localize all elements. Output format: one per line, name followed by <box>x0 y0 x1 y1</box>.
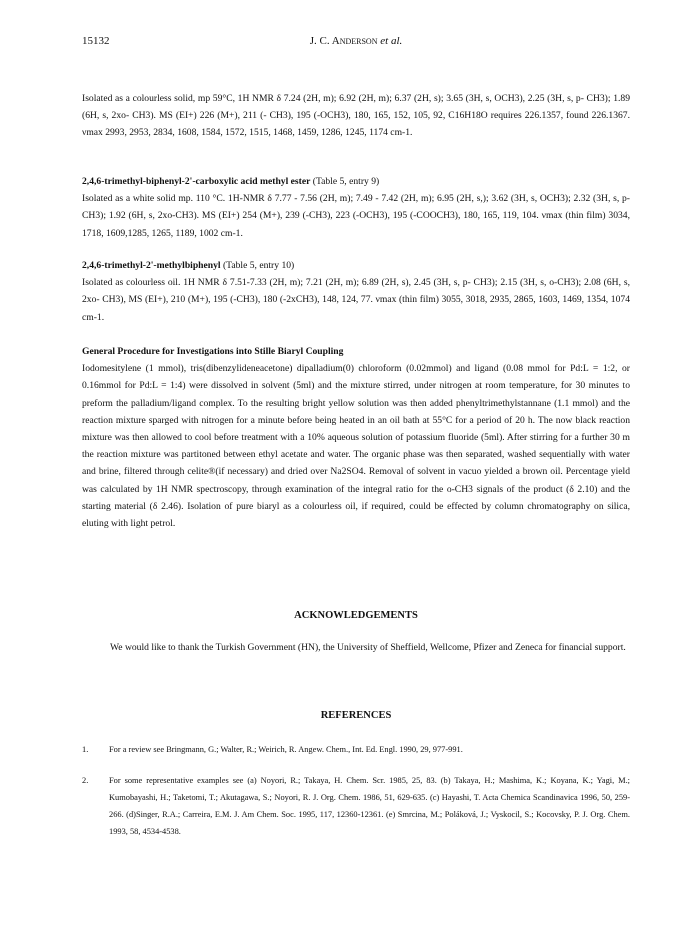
general-procedure-block <box>82 343 630 532</box>
compound-2-title: 2,4,6-trimethyl-biphenyl-2'-carboxylic acid methyl ester <box>82 176 311 187</box>
references-heading: REFERENCES <box>320 710 392 721</box>
compound-3-data: Isolated as colourless oil. 1H NMR δ 7.51-7.33 (2H, m); 7.21 (2H, m); 6.89 (2H, s), 2.45 (3H, s, p- CH3); 2.15 (3H, s, o-CH3); 2.08 (6H, s, 2xo- CH3), MS (EI+), 210 (M+), 195 (-CH3), 180 (-2xCH3), 148, 124, 77. νmax (thin film) 3055, 3018, 2935, 2865, 1603, 1469, 1354, 1074 cm-1. <box>82 277 630 323</box>
compound-2-table-ref: (Table 5, entry 9) <box>312 176 380 187</box>
reference-number: 1. <box>82 745 89 754</box>
acknowledgements-text: We would like to thank the Turkish Government (HN), the University of Sheffield, Wellcome, Pfizer and Zeneca for financial support. <box>110 642 626 653</box>
page-number: 15132 <box>82 35 110 47</box>
reference-item <box>82 741 630 758</box>
compound-2-data: Isolated as a white solid mp. 110 °C. 1H-NMR δ 7.77 - 7.56 (2H, m); 7.49 - 7.42 (2H, m); 6.95 (2H, s,); 3.62 (3H, s, OCH3); 2.32 (3H, s, p- CH3); 1.92 (6H, s, 2xo-CH3). MS (EI+) 254 (M+), 239 (-CH3), 223 (-OCH3), 195 (-COOCH3), 180, 165, 119, 104. νmax (thin film) 3034, 1718, 1609,1285, 1265, 1189, 1002 cm-1. <box>82 193 630 239</box>
reference-text: For a review see Bringmann, G.; Walter, R.; Weirich, R. Angew. Chem., Int. Ed. Engl. 1990, 29, 977-991. <box>109 745 463 754</box>
author-etal: et al. <box>380 35 403 47</box>
procedure-text: Iodomesitylene (1 mmol), tris(dibenzylideneacetone) dipalladium(0) chloroform (0.02mmol) and ligand (0.08 mmol for Pd:L = 1:2, or 0.16mmol for Pd:L = 1:4) were dissolved in solvent (5ml) and the mixture stirred, under nitrogen at room temperature, for 30 minutes to preform the palladium/ligand complex. To the resulting bright yellow solution was then added phenyltrimethylstannane (1.1 mmol) and the reaction mixture sparged with nitrogen for a minute before being heated in an oil bath at 55°C for a period of 20 h. The now black reaction mixture was then allowed to cool before treatment with a 10% aqueous solution of potassium fluoride (5ml). After stirring for a further 30 m the reaction mixture was partitoned between ethyl acetate and water. The organic phase was then separated, washed sequentially with water and brine, filtered through celite®(if necessary) and dried over Na2SO4. Removal of solvent in vacuo yielded a brown oil. Percentage yield was calculated by 1H NMR spectroscopy, through examination of the integral ratio for the o-CH3 signals of the product (δ 2.10) and the starting material (δ 2.46). Isolation of pure biaryl as a colourless oil, if required, could be effected by column chromatography on silica, eluting with light petrol. <box>82 363 630 530</box>
reference-item <box>82 772 630 840</box>
compound-3-title: 2,4,6-trimethyl-2'-methylbiphenyl <box>82 260 221 271</box>
author-names: J. C. Anderson <box>309 35 378 47</box>
running-header <box>82 35 630 53</box>
references-list <box>82 741 630 840</box>
procedure-title: General Procedure for Investigations into Stille Biaryl Coupling <box>82 346 344 357</box>
reference-text: For some representative examples see (a) Noyori, R.; Takaya, H. Chem. Scr. 1985, 25, 83. (b) Takaya, H.; Mashima, K.; Koyana, K.; Yagi, M.; Kumobayashi, H.; Taketomi, T.; Akutagawa, S.; Noyori, R. J. Org. Chem. 1986, 51, 629-635. (c) Hayashi, T. Acta Chemica Scandinavica 1996, 50, 259-266. (d)Singer, R.A.; Carreira, E.M. J. Am Chem. Soc. 1995, 117, 12360-12361. (e) Smrcina, M.; Poláková, J.; Vyskocil, S.; Kocovsky, P. J. Org. Chem. 1993, 58, 4534-4538. <box>109 776 630 836</box>
acknowledgements-heading: ACKNOWLEDGEMENTS <box>294 610 418 621</box>
running-head-authors <box>82 35 630 47</box>
compound-2-block <box>82 173 630 242</box>
compound-1-data: Isolated as a colourless solid, mp 59°C, 1H NMR δ 7.24 (2H, m); 6.92 (2H, m); 6.37 (2H, s); 3.65 (3H, s, OCH3), 2.25 (3H, s, p- CH3); 1.89 (6H, s, 2xo- CH3). MS (EI+) 226 (M+), 211 (- CH3), 195 (-OCH3), 180, 165, 152, 105, 92, C16H18O requires 226.1357, found 226.1367. νmax 2993, 2953, 2834, 1608, 1584, 1572, 1515, 1468, 1459, 1286, 1245, 1174 cm-1. <box>82 93 630 139</box>
reference-number: 2. <box>82 776 89 785</box>
compound-3-block <box>82 257 630 326</box>
compound-3-table-ref: (Table 5, entry 10) <box>222 260 295 271</box>
